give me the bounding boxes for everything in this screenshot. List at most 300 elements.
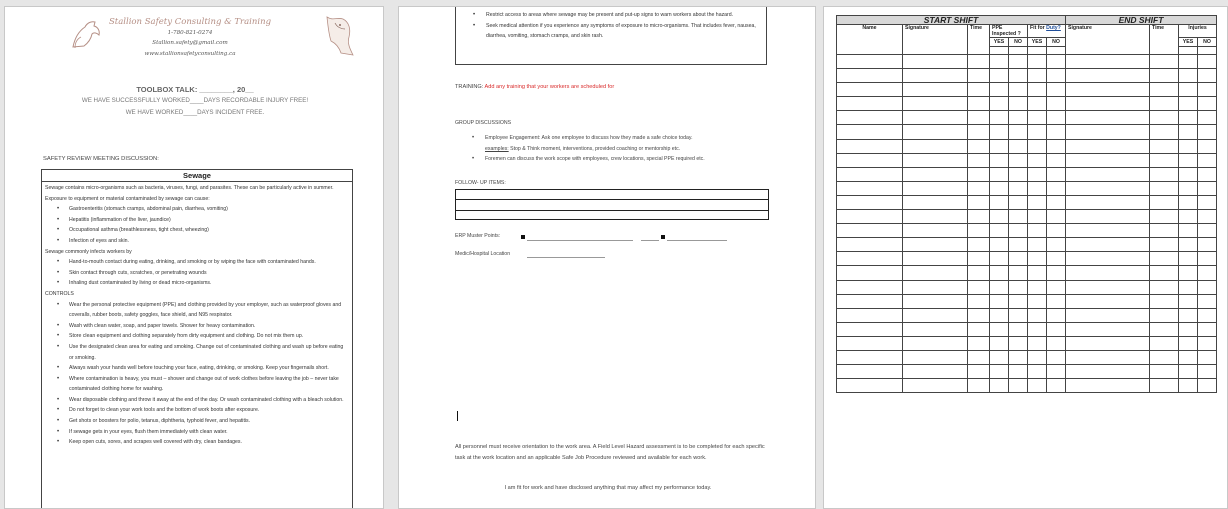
table-cell[interactable] [1028, 266, 1047, 280]
table-cell[interactable] [990, 322, 1009, 336]
table-cell[interactable] [1198, 111, 1217, 125]
table-cell[interactable] [968, 350, 990, 364]
table-cell[interactable] [1009, 153, 1028, 167]
table-cell[interactable] [837, 280, 903, 294]
erp-point-2-field[interactable] [641, 240, 659, 241]
table-cell[interactable] [1028, 224, 1047, 238]
table-cell[interactable] [990, 181, 1009, 195]
table-cell[interactable] [903, 195, 968, 209]
table-cell[interactable] [903, 55, 968, 69]
table-cell[interactable] [1028, 195, 1047, 209]
table-cell[interactable] [1028, 111, 1047, 125]
table-cell[interactable] [1009, 294, 1028, 308]
table-cell[interactable] [1047, 210, 1066, 224]
table-cell[interactable] [1047, 238, 1066, 252]
table-cell[interactable] [968, 365, 990, 379]
table-cell[interactable] [1009, 69, 1028, 83]
table-cell[interactable] [903, 111, 968, 125]
table-cell[interactable] [1198, 210, 1217, 224]
table-cell[interactable] [1009, 139, 1028, 153]
table-cell[interactable] [903, 210, 968, 224]
table-cell[interactable] [1028, 280, 1047, 294]
table-cell[interactable] [1179, 210, 1198, 224]
table-cell[interactable] [1066, 181, 1150, 195]
table-cell[interactable] [837, 210, 903, 224]
table-cell[interactable] [1179, 111, 1198, 125]
table-cell[interactable] [1028, 97, 1047, 111]
table-cell[interactable] [837, 69, 903, 83]
table-cell[interactable] [1066, 153, 1150, 167]
table-cell[interactable] [1066, 125, 1150, 139]
table-cell[interactable] [903, 280, 968, 294]
table-cell[interactable] [1047, 139, 1066, 153]
table-cell[interactable] [1179, 336, 1198, 350]
table-cell[interactable] [968, 266, 990, 280]
table-cell[interactable] [1047, 97, 1066, 111]
table-cell[interactable] [1009, 322, 1028, 336]
table-cell[interactable] [968, 379, 990, 393]
table-cell[interactable] [1198, 336, 1217, 350]
table-row [837, 322, 1217, 336]
table-cell[interactable] [1047, 365, 1066, 379]
table-cell[interactable] [1047, 83, 1066, 97]
table-cell[interactable] [990, 224, 1009, 238]
table-cell[interactable] [1047, 336, 1066, 350]
table-cell[interactable] [1047, 322, 1066, 336]
table-cell[interactable] [968, 224, 990, 238]
table-cell[interactable] [1047, 111, 1066, 125]
table-cell[interactable] [837, 139, 903, 153]
table-cell[interactable] [837, 153, 903, 167]
table-cell[interactable] [1066, 379, 1150, 393]
table-cell[interactable] [1047, 308, 1066, 322]
table-cell[interactable] [990, 210, 1009, 224]
table-cell[interactable] [1198, 55, 1217, 69]
table-row [837, 280, 1217, 294]
table-cell[interactable] [1047, 125, 1066, 139]
table-cell[interactable] [990, 294, 1009, 308]
table-cell[interactable] [968, 238, 990, 252]
training-label: TRAINING: [455, 84, 484, 90]
table-cell[interactable] [1179, 83, 1198, 97]
table-cell[interactable] [1179, 153, 1198, 167]
table-cell[interactable] [990, 266, 1009, 280]
table-cell[interactable] [837, 83, 903, 97]
table-cell[interactable] [1066, 365, 1150, 379]
table-row [837, 16, 1217, 25]
table-cell[interactable] [990, 252, 1009, 266]
table-cell[interactable] [990, 69, 1009, 83]
table-cell[interactable] [1150, 322, 1179, 336]
table-row [837, 97, 1217, 111]
table-cell[interactable] [1150, 266, 1179, 280]
ppe-no: NO [1009, 38, 1028, 47]
table-cell[interactable] [990, 55, 1009, 69]
table-cell[interactable] [1028, 238, 1047, 252]
table-cell[interactable] [1150, 252, 1179, 266]
table-cell[interactable] [1179, 55, 1198, 69]
table-cell[interactable] [1066, 111, 1150, 125]
table-cell[interactable] [1028, 69, 1047, 83]
table-cell[interactable] [1047, 266, 1066, 280]
table-cell[interactable] [990, 308, 1009, 322]
list-item: • Wear the personal protective equipment (PPE) and clothing provided by your employer, such as waterproof gloves and coveralls, rubber boots, safety goggles, face shield, and N95 respirator. [45, 300, 349, 321]
table-cell[interactable] [1066, 280, 1150, 294]
table-cell[interactable] [1179, 294, 1198, 308]
table-cell[interactable] [1047, 55, 1066, 69]
table-cell[interactable] [1009, 83, 1028, 97]
table-cell[interactable] [1047, 181, 1066, 195]
table-cell[interactable] [968, 111, 990, 125]
table-cell[interactable] [968, 83, 990, 97]
table-cell[interactable] [903, 308, 968, 322]
table-cell[interactable] [903, 294, 968, 308]
table-row [837, 38, 1217, 47]
table-cell[interactable] [1009, 336, 1028, 350]
table-cell[interactable] [1009, 308, 1028, 322]
table-row [837, 294, 1217, 308]
table-cell[interactable] [837, 238, 903, 252]
table-cell[interactable] [1150, 83, 1179, 97]
table-cell[interactable] [1066, 83, 1150, 97]
table-cell[interactable] [1028, 83, 1047, 97]
table-cell[interactable] [1047, 294, 1066, 308]
table-cell[interactable] [1179, 69, 1198, 83]
table-cell[interactable] [968, 195, 990, 209]
table-cell[interactable] [1066, 322, 1150, 336]
table-cell[interactable] [1179, 252, 1198, 266]
table-cell[interactable] [1198, 195, 1217, 209]
table-cell[interactable] [1028, 365, 1047, 379]
table-cell[interactable] [990, 336, 1009, 350]
table-cell[interactable] [968, 167, 990, 181]
table-cell[interactable] [837, 336, 903, 350]
table-cell[interactable] [1066, 294, 1150, 308]
table-cell[interactable] [1066, 97, 1150, 111]
blank-rows [837, 55, 1217, 393]
table-cell[interactable] [968, 210, 990, 224]
table-cell[interactable] [837, 379, 903, 393]
table-cell[interactable] [1150, 125, 1179, 139]
table-cell[interactable] [1047, 195, 1066, 209]
table-cell[interactable] [1198, 308, 1217, 322]
table-row [837, 266, 1217, 280]
table-cell[interactable] [990, 365, 1009, 379]
table-cell[interactable] [1066, 350, 1150, 364]
table-cell[interactable] [903, 322, 968, 336]
table-row [837, 153, 1217, 167]
table-cell[interactable] [990, 153, 1009, 167]
table-cell[interactable] [1179, 266, 1198, 280]
table-cell[interactable] [1066, 238, 1150, 252]
table-cell[interactable] [1047, 69, 1066, 83]
table-cell[interactable] [1198, 238, 1217, 252]
table-cell[interactable] [1009, 195, 1028, 209]
table-cell[interactable] [1150, 139, 1179, 153]
table-cell[interactable] [903, 125, 968, 139]
table-cell[interactable] [1179, 97, 1198, 111]
table-cell[interactable] [1150, 195, 1179, 209]
table-cell[interactable] [1179, 308, 1198, 322]
table-cell[interactable] [1047, 350, 1066, 364]
table-cell[interactable] [1009, 224, 1028, 238]
table-cell[interactable] [1028, 294, 1047, 308]
table-cell[interactable] [990, 139, 1009, 153]
table-cell[interactable] [968, 139, 990, 153]
table-cell[interactable] [968, 308, 990, 322]
table-cell[interactable] [837, 97, 903, 111]
erp-point-2-field-line[interactable] [667, 240, 727, 241]
col-signature: Signature [903, 25, 968, 38]
table-cell[interactable] [1150, 379, 1179, 393]
table-cell[interactable] [1066, 139, 1150, 153]
table-cell[interactable] [1066, 69, 1150, 83]
table-cell[interactable] [903, 69, 968, 83]
table-cell[interactable] [968, 280, 990, 294]
table-cell[interactable] [1198, 125, 1217, 139]
table-cell[interactable] [1179, 280, 1198, 294]
table-cell[interactable] [1009, 280, 1028, 294]
table-cell[interactable] [1179, 365, 1198, 379]
table-cell[interactable] [903, 181, 968, 195]
table-cell[interactable] [1179, 322, 1198, 336]
table-cell[interactable] [837, 365, 903, 379]
table-cell[interactable] [1198, 350, 1217, 364]
table-cell[interactable] [1066, 195, 1150, 209]
table-cell[interactable] [968, 55, 990, 69]
injuries-yes: YES [1179, 38, 1198, 47]
table-cell[interactable] [903, 167, 968, 181]
table-cell[interactable] [903, 224, 968, 238]
table-cell[interactable] [1179, 195, 1198, 209]
table-cell[interactable] [1198, 280, 1217, 294]
medic-label: Medic/Hospital Location [455, 251, 511, 257]
table-cell[interactable] [1047, 153, 1066, 167]
table-cell[interactable] [1179, 125, 1198, 139]
followup-row-divider [456, 210, 768, 211]
table-cell[interactable] [1150, 97, 1179, 111]
table-cell[interactable] [1198, 294, 1217, 308]
table-cell[interactable] [968, 336, 990, 350]
table-cell[interactable] [903, 379, 968, 393]
table-cell[interactable] [990, 280, 1009, 294]
table-cell[interactable] [1150, 280, 1179, 294]
table-cell[interactable] [1150, 55, 1179, 69]
list-item [455, 133, 775, 154]
table-cell[interactable] [990, 111, 1009, 125]
table-cell[interactable] [1066, 308, 1150, 322]
table-cell[interactable] [1028, 125, 1047, 139]
table-cell[interactable] [1009, 266, 1028, 280]
table-cell[interactable] [1047, 252, 1066, 266]
table-cell[interactable] [1150, 181, 1179, 195]
table-cell[interactable] [1009, 167, 1028, 181]
table-cell[interactable] [1066, 266, 1150, 280]
table-cell[interactable] [1066, 336, 1150, 350]
table-cell[interactable] [1028, 336, 1047, 350]
table-cell[interactable] [1150, 308, 1179, 322]
table-cell[interactable] [968, 125, 990, 139]
table-cell[interactable] [1028, 379, 1047, 393]
table-cell[interactable] [903, 153, 968, 167]
table-cell[interactable] [990, 195, 1009, 209]
list-item: • Do not forget to clean your work tools and the bottom of work boots after exposure. [45, 405, 349, 416]
table-row [837, 181, 1217, 195]
table-cell[interactable] [837, 224, 903, 238]
table-cell[interactable] [1028, 181, 1047, 195]
table-cell[interactable] [1179, 238, 1198, 252]
table-cell[interactable] [1150, 111, 1179, 125]
table-cell[interactable] [1009, 252, 1028, 266]
table-cell[interactable] [837, 294, 903, 308]
col-ppe-label: PPE Inspected ? [992, 25, 1021, 37]
table-cell[interactable] [1028, 139, 1047, 153]
table-cell[interactable] [837, 308, 903, 322]
table-cell[interactable] [1047, 280, 1066, 294]
group-discussions-label: GROUP DISCUSSIONS [455, 120, 512, 126]
table-cell[interactable] [1028, 153, 1047, 167]
table-cell[interactable] [837, 350, 903, 364]
table-cell[interactable] [1179, 224, 1198, 238]
table-cell[interactable] [1047, 224, 1066, 238]
table-cell[interactable] [1150, 224, 1179, 238]
table-cell[interactable] [968, 97, 990, 111]
table-cell[interactable] [1198, 379, 1217, 393]
table-cell[interactable] [968, 69, 990, 83]
infects-list [45, 257, 349, 289]
table-cell[interactable] [968, 252, 990, 266]
table-cell[interactable] [1066, 252, 1150, 266]
table-cell[interactable] [1150, 69, 1179, 83]
table-cell[interactable] [837, 167, 903, 181]
table-cell[interactable] [1198, 97, 1217, 111]
erp-marker-icon [521, 235, 525, 239]
table-cell[interactable] [903, 238, 968, 252]
table-cell[interactable] [1198, 69, 1217, 83]
table-cell[interactable] [1150, 210, 1179, 224]
table-cell[interactable] [1009, 238, 1028, 252]
table-cell[interactable] [837, 125, 903, 139]
topic-title: Sewage [42, 170, 352, 182]
table-cell[interactable] [1150, 167, 1179, 181]
text-cursor [457, 411, 458, 421]
table-cell[interactable] [1150, 336, 1179, 350]
table-cell[interactable] [903, 97, 968, 111]
table-cell[interactable] [1009, 125, 1028, 139]
table-cell[interactable] [903, 336, 968, 350]
table-cell[interactable] [1198, 322, 1217, 336]
table-cell[interactable] [1066, 224, 1150, 238]
table-cell[interactable] [990, 379, 1009, 393]
table-cell[interactable] [1009, 181, 1028, 195]
table-cell[interactable] [968, 181, 990, 195]
table-cell[interactable] [1047, 379, 1066, 393]
table-cell[interactable] [837, 252, 903, 266]
table-cell[interactable] [1009, 111, 1028, 125]
table-cell[interactable] [990, 167, 1009, 181]
table-cell[interactable] [1009, 210, 1028, 224]
table-cell[interactable] [1198, 252, 1217, 266]
table-cell[interactable] [1028, 210, 1047, 224]
table-cell[interactable] [837, 195, 903, 209]
table-cell[interactable] [1198, 224, 1217, 238]
followup-row-divider [456, 199, 768, 200]
table-cell[interactable] [990, 83, 1009, 97]
table-cell[interactable] [1066, 55, 1150, 69]
table-cell[interactable] [968, 294, 990, 308]
table-cell[interactable] [990, 125, 1009, 139]
table-cell[interactable] [1009, 97, 1028, 111]
table-cell[interactable] [1009, 350, 1028, 364]
table-cell[interactable] [1028, 350, 1047, 364]
table-row [837, 25, 1217, 38]
medic-location-field[interactable] [527, 257, 605, 258]
table-cell[interactable] [837, 111, 903, 125]
table-cell[interactable] [903, 139, 968, 153]
table-cell[interactable] [837, 181, 903, 195]
table-row [837, 210, 1217, 224]
table-cell[interactable] [1198, 153, 1217, 167]
table-cell[interactable] [1198, 181, 1217, 195]
followup-box[interactable] [455, 189, 769, 220]
table-cell[interactable] [903, 266, 968, 280]
table-cell[interactable] [1198, 266, 1217, 280]
table-cell[interactable] [1028, 308, 1047, 322]
table-cell[interactable] [1150, 294, 1179, 308]
table-cell[interactable] [1198, 365, 1217, 379]
table-cell[interactable] [1198, 83, 1217, 97]
table-cell[interactable] [903, 83, 968, 97]
table-cell[interactable] [1009, 55, 1028, 69]
table-cell[interactable] [1150, 153, 1179, 167]
table-cell[interactable] [1179, 379, 1198, 393]
table-cell[interactable] [837, 322, 903, 336]
table-cell[interactable] [1028, 322, 1047, 336]
table-cell[interactable] [1179, 350, 1198, 364]
table-cell[interactable] [1028, 167, 1047, 181]
table-cell[interactable] [968, 322, 990, 336]
table-cell[interactable] [1150, 350, 1179, 364]
table-cell[interactable] [903, 365, 968, 379]
injury-free-line: WE HAVE SUCCESSFULLY WORKED____DAYS RECORDABLE INJURY FREE! [81, 97, 309, 104]
table-cell[interactable] [1028, 252, 1047, 266]
table-cell[interactable] [990, 97, 1009, 111]
table-cell[interactable] [1179, 139, 1198, 153]
erp-point-1-field[interactable] [527, 240, 633, 241]
table-cell[interactable] [968, 153, 990, 167]
table-cell[interactable] [837, 266, 903, 280]
table-cell[interactable] [1066, 167, 1150, 181]
table-cell[interactable] [1047, 167, 1066, 181]
orientation-paragraph: All personnel must receive orientation to the work area. A Field Level Hazard assessment is to be completed for each specific task at the work location and an applicable Safe Job Procedure reviewed and available for each work. [455, 444, 765, 462]
table-cell[interactable] [1150, 238, 1179, 252]
table-cell[interactable] [1028, 55, 1047, 69]
table-cell[interactable] [1198, 139, 1217, 153]
table-cell[interactable] [903, 252, 968, 266]
table-cell[interactable] [1066, 210, 1150, 224]
table-cell[interactable] [990, 350, 1009, 364]
table-cell[interactable] [1009, 365, 1028, 379]
table-cell[interactable] [1198, 167, 1217, 181]
safety-review-label: SAFETY REVIEW/ MEETING DISCUSSION: [43, 156, 159, 162]
table-cell[interactable] [1179, 167, 1198, 181]
table-cell[interactable] [1009, 379, 1028, 393]
table-cell[interactable] [1150, 365, 1179, 379]
table-cell[interactable] [837, 55, 903, 69]
table-cell[interactable] [903, 350, 968, 364]
table-cell[interactable] [1179, 181, 1198, 195]
table-cell[interactable] [990, 238, 1009, 252]
